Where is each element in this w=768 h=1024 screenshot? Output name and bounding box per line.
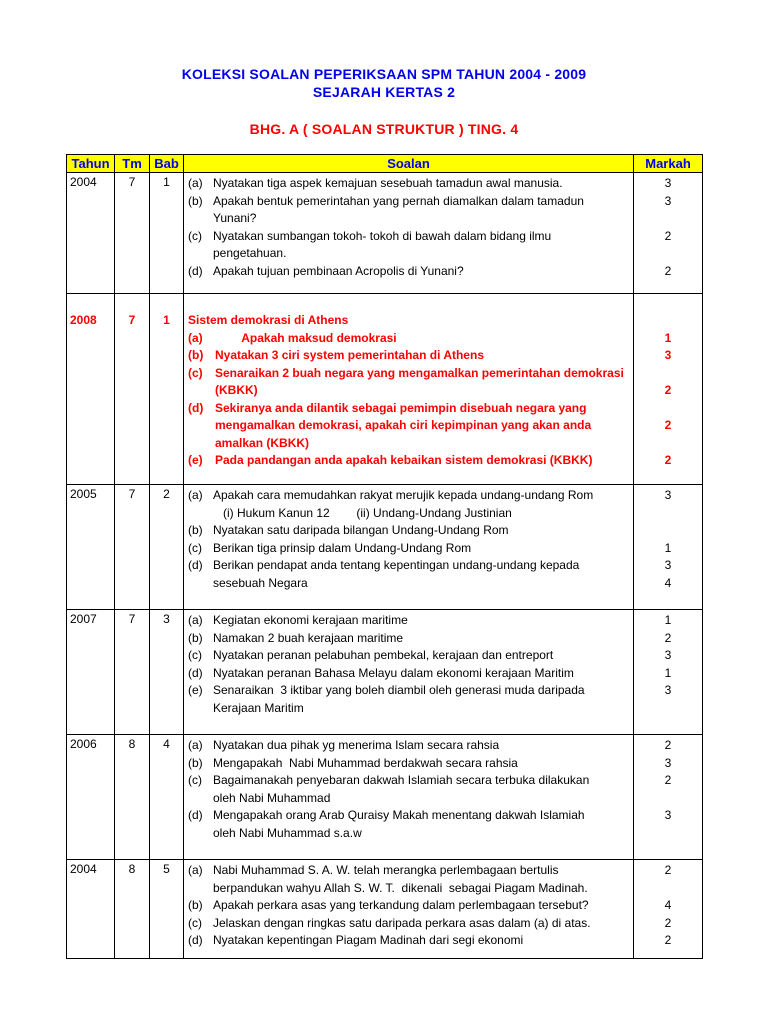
mark-value — [634, 522, 702, 540]
question-line — [188, 825, 629, 843]
question-text: Senaraikan 2 buah negara yang mengamalkan pemerintahan demokrasi — [215, 365, 624, 380]
mark-value: 3 — [664, 176, 672, 190]
cell-soalan — [184, 735, 634, 860]
mark-value: 3 — [664, 755, 672, 770]
question-line — [188, 915, 629, 933]
question-label — [188, 417, 215, 435]
question-line — [188, 557, 629, 575]
question-label: (c) — [188, 648, 202, 662]
cell-soalan — [184, 860, 634, 959]
question-label: (d) — [188, 665, 203, 680]
question-text: Yunani? — [213, 211, 257, 225]
cell-markah — [634, 610, 703, 735]
question-text: Apakah perkara asas yang terkandung dalam perlembagaan tersebut? — [213, 898, 589, 912]
mark-value: 1 — [664, 330, 672, 345]
mark-value — [634, 245, 702, 263]
question-text: Jelaskan dengan ringkas satu daripada perkara asas dalam (a) di atas. — [213, 915, 591, 930]
cell-tm: 8 — [115, 860, 150, 959]
question-line — [188, 700, 629, 718]
question-label: (d) — [188, 263, 203, 278]
cell-bab: 2 — [150, 485, 184, 610]
question-text: Pada pandangan anda apakah kebaikan sistem demokrasi (KBKK) — [215, 453, 593, 467]
question-line — [188, 263, 629, 281]
mark-value: 4 — [664, 575, 672, 590]
mark-value — [634, 400, 702, 418]
mark-value: 2 — [664, 630, 672, 645]
cell-tm: 7 — [115, 610, 150, 735]
question-text: pengetahuan. — [213, 246, 287, 260]
cell-bab: 4 — [150, 735, 184, 860]
table-row — [67, 485, 703, 610]
question-text: Mengapakah orang Arab Quraisy Makah menentang dakwah Islamiah — [213, 808, 585, 822]
question-text: Nyatakan 3 ciri system pemerintahan di Athens — [215, 348, 484, 362]
mark-value: 3 — [664, 683, 672, 697]
question-text: Apakah cara memudahkan rakyat merujik kepada undang-undang Rom — [213, 488, 594, 502]
question-line — [188, 665, 629, 683]
question-line — [188, 330, 629, 348]
mark-value — [634, 210, 702, 228]
cell-markah — [634, 485, 703, 610]
table-row — [67, 860, 703, 959]
question-line — [188, 487, 629, 505]
question-label: (a) — [188, 488, 203, 502]
question-line — [188, 228, 629, 246]
question-text: oleh Nabi Muhammad s.a.w — [213, 825, 362, 840]
question-label — [188, 435, 215, 453]
question-label — [188, 382, 215, 400]
question-line — [188, 897, 629, 915]
question-text: Apakah bentuk pemerintahan yang pernah diamalkan dalam tamadun — [213, 193, 584, 208]
question-label: (a) — [188, 176, 203, 190]
question-label: (b) — [188, 193, 203, 208]
question-line — [188, 365, 629, 383]
question-text: (KBKK) — [215, 383, 258, 397]
question-line — [188, 755, 629, 773]
question-label: (c) — [188, 228, 202, 243]
question-line — [188, 807, 629, 825]
question-line — [188, 932, 629, 950]
mark-value: 2 — [664, 228, 672, 243]
question-text: oleh Nabi Muhammad — [213, 790, 331, 805]
cell-bab: 3 — [150, 610, 184, 735]
question-text: Mengapakah Nabi Muhammad berdakwah secara rahsia — [213, 755, 518, 770]
question-text: Sekiranya anda dilantik sebagai pemimpin disebuah negara yang — [215, 400, 587, 415]
question-text: Nyatakan tiga aspek kemajuan sesebuah tamadun awal manusia. — [213, 176, 563, 190]
question-line — [188, 737, 629, 755]
col-header-tm: Tm — [115, 155, 150, 173]
cell-soalan — [184, 173, 634, 294]
question-line — [188, 862, 629, 880]
cell-bab: 1 — [150, 173, 184, 294]
question-text: Berikan tiga prinsip dalam Undang-Undang Rom — [213, 540, 472, 555]
question-text: berpandukan wahyu Allah S. W. T. dikenali sebagai Piagam Madinah. — [213, 880, 588, 895]
col-header-markah: Markah — [634, 155, 703, 173]
cell-tm: 7 — [115, 294, 150, 485]
question-line — [188, 417, 629, 435]
question-table — [66, 154, 703, 959]
cell-soalan — [184, 485, 634, 610]
question-text: Nyatakan peranan Bahasa Melayu dalam ekonomi kerajaan Maritim — [213, 665, 574, 680]
question-text: mengamalkan demokrasi, apakah ciri kepimpinan yang akan anda — [215, 418, 592, 432]
cell-tahun: 2008 — [67, 294, 115, 485]
question-label: (a) — [188, 738, 203, 752]
question-line — [188, 312, 629, 330]
question-text: Berikan pendapat anda tentang kepentingan undang-undang kepada — [213, 558, 580, 572]
cell-tahun: 2004 — [67, 173, 115, 294]
question-line — [188, 175, 629, 193]
question-text: Apakah tujuan pembinaan Acropolis di Yunani? — [213, 263, 464, 278]
mark-value: 3 — [664, 193, 672, 208]
question-text: Nyatakan sumbangan tokoh- tokoh di bawah dalam bidang ilmu — [213, 228, 552, 243]
question-label: (a) — [188, 330, 203, 345]
mark-value: 2 — [664, 915, 672, 930]
question-label: (c) — [188, 915, 202, 930]
question-line — [188, 435, 629, 453]
col-header-tahun: Tahun — [67, 155, 115, 173]
section-form-number: 4 — [510, 121, 519, 137]
col-header-soalan: Soalan — [184, 155, 634, 173]
mark-value: 3 — [664, 808, 672, 822]
question-line — [188, 540, 629, 558]
question-line — [188, 382, 629, 400]
mark-value: 1 — [664, 540, 672, 555]
mark-value — [634, 505, 702, 523]
question-text: amalkan (KBKK) — [215, 435, 310, 450]
question-label: (c) — [188, 773, 202, 787]
question-line — [188, 880, 629, 898]
question-text: Nyatakan kepentingan Piagam Madinah dari segi ekonomi — [213, 933, 524, 947]
cell-tahun: 2004 — [67, 860, 115, 959]
mark-value: 3 — [664, 488, 672, 502]
mark-value: 2 — [664, 263, 672, 278]
mark-value: 2 — [664, 383, 672, 397]
document-subtitle: SEJARAH KERTAS 2 — [312, 84, 456, 100]
cell-tm: 8 — [115, 735, 150, 860]
question-text: Nyatakan satu daripada bilangan Undang-Undang Rom — [213, 523, 509, 537]
question-line — [188, 647, 629, 665]
section-title-text: BHG. A ( SOALAN STRUKTUR ) TING. — [249, 121, 511, 137]
question-label — [188, 825, 213, 843]
question-line — [188, 210, 629, 228]
question-label: (d) — [188, 933, 203, 947]
table-row — [67, 610, 703, 735]
table-header-row — [67, 155, 703, 173]
col-header-bab: Bab — [150, 155, 184, 173]
mark-value: 2 — [664, 863, 672, 877]
cell-bab: 5 — [150, 860, 184, 959]
cell-soalan — [184, 294, 634, 485]
mark-value: 1 — [664, 665, 672, 680]
cell-tm: 7 — [115, 173, 150, 294]
table-row — [67, 173, 703, 294]
cell-soalan — [184, 610, 634, 735]
question-line — [188, 682, 629, 700]
table-row — [67, 294, 703, 485]
cell-bab: 1 — [150, 294, 184, 485]
question-label: (b) — [188, 630, 203, 645]
cell-tahun: 2007 — [67, 610, 115, 735]
question-label: (b) — [188, 348, 204, 362]
question-text: Nyatakan dua pihak yg menerima Islam secara rahsia — [213, 738, 500, 752]
mark-value: 2 — [664, 738, 672, 752]
question-line — [188, 612, 629, 630]
question-label: (b) — [188, 523, 203, 537]
question-label: (c) — [188, 540, 202, 555]
question-label — [188, 505, 213, 523]
question-line — [188, 193, 629, 211]
question-line — [188, 575, 629, 593]
mark-value — [634, 700, 702, 718]
question-label: (d) — [188, 808, 203, 822]
mark-value: 3 — [664, 648, 672, 662]
question-label — [188, 575, 213, 593]
mark-value — [634, 880, 702, 898]
question-label — [188, 880, 213, 898]
cell-markah — [634, 735, 703, 860]
mark-value — [634, 790, 702, 808]
cell-markah — [634, 294, 703, 485]
question-label: (d) — [188, 400, 204, 415]
question-label: (b) — [188, 755, 203, 770]
question-text: Sistem demokrasi di Athens — [188, 313, 349, 327]
question-text: Namakan 2 buah kerajaan maritime — [213, 630, 404, 645]
mark-value — [634, 825, 702, 843]
mark-value: 1 — [664, 613, 672, 627]
cell-tahun: 2005 — [67, 485, 115, 610]
question-text: Senaraikan 3 iktibar yang boleh diambil oleh generasi muda daripada — [213, 683, 585, 697]
mark-value: 3 — [664, 348, 672, 362]
question-text: Kegiatan ekonomi kerajaan maritime — [213, 613, 408, 627]
table-row — [67, 735, 703, 860]
question-line — [188, 772, 629, 790]
question-line — [188, 630, 629, 648]
question-label: (e) — [188, 453, 203, 467]
question-label — [188, 210, 213, 228]
question-label: (e) — [188, 683, 203, 697]
cell-tahun: 2006 — [67, 735, 115, 860]
mark-value — [634, 365, 702, 383]
mark-value: 3 — [664, 558, 672, 572]
question-line — [188, 505, 629, 523]
mark-value — [634, 435, 702, 453]
question-label: (c) — [188, 365, 203, 380]
question-line — [188, 245, 629, 263]
question-label: (d) — [188, 558, 203, 572]
mark-value — [634, 312, 702, 330]
question-text: sesebuah Negara — [213, 575, 308, 590]
cell-markah — [634, 860, 703, 959]
question-line — [188, 452, 629, 470]
question-label: (b) — [188, 898, 203, 912]
question-label — [188, 245, 213, 263]
question-line — [188, 790, 629, 808]
mark-value: 2 — [664, 418, 672, 432]
mark-value: 2 — [664, 453, 672, 467]
section-title — [0, 121, 768, 137]
cell-markah — [634, 173, 703, 294]
question-text: Bagaimanakah penyebaran dakwah Islamiah secara terbuka dilakukan — [213, 773, 590, 787]
cell-tm: 7 — [115, 485, 150, 610]
mark-value: 2 — [664, 933, 672, 947]
question-label: (a) — [188, 613, 203, 627]
question-line — [188, 400, 629, 418]
question-text: Nyatakan peranan pelabuhan pembekal, kerajaan dan entreport — [213, 648, 554, 662]
document-title: KOLEKSI SOALAN PEPERIKSAAN SPM TAHUN 2004 - 2009 — [181, 66, 587, 82]
question-text: Nabi Muhammad S. A. W. telah merangka perlembagaan bertulis — [213, 863, 559, 877]
mark-value: 4 — [664, 898, 672, 912]
question-line — [188, 522, 629, 540]
question-label — [188, 790, 213, 808]
question-text: Kerajaan Maritim — [213, 700, 304, 715]
question-label: (a) — [188, 863, 203, 877]
question-label — [188, 700, 213, 718]
question-line — [188, 347, 629, 365]
question-text: Apakah maksud demokrasi — [215, 330, 397, 345]
mark-value: 2 — [664, 773, 672, 787]
question-text: (i) Hukum Kanun 12 (ii) Undang-Undang Justinian — [213, 505, 512, 520]
